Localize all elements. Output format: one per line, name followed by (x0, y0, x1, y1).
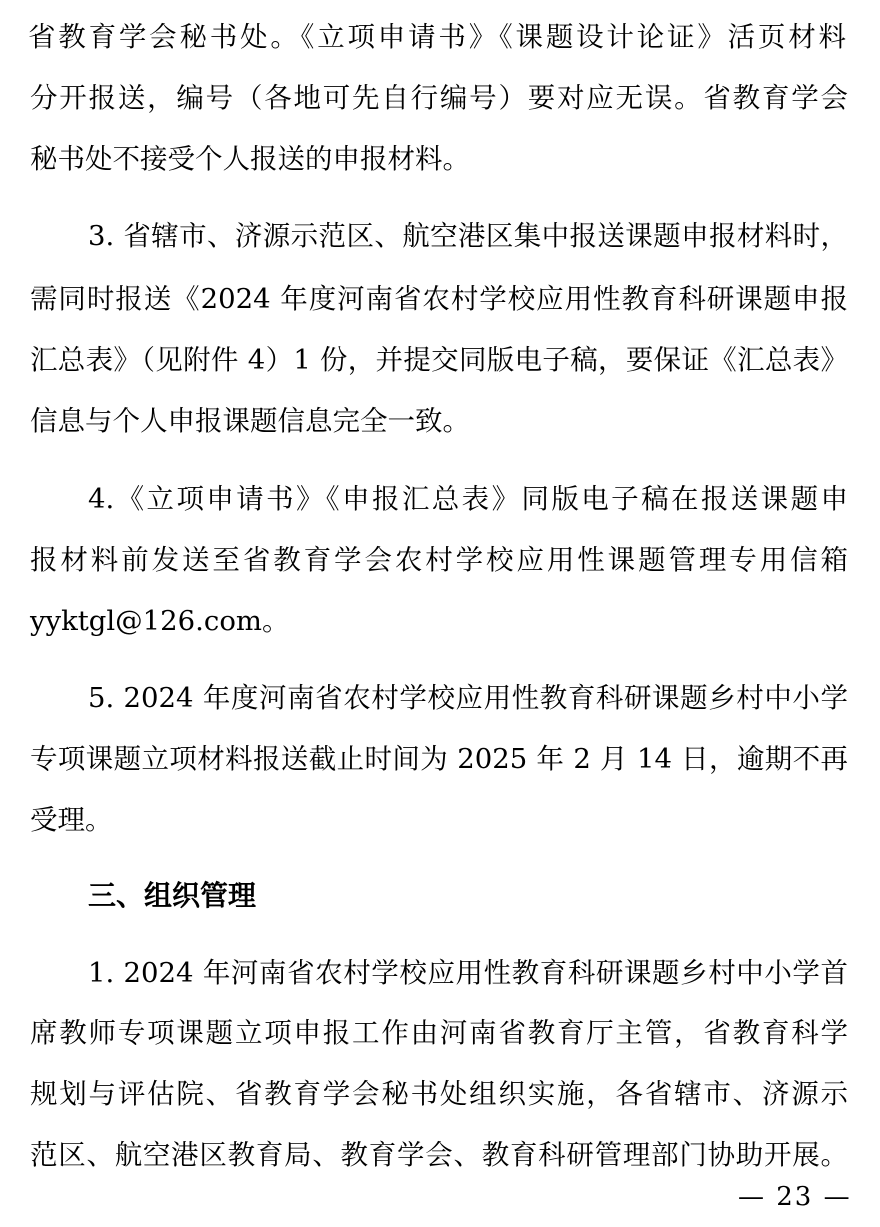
text-line: 分开报送，编号（各地可先自行编号）要对应无误。省教育学会 (30, 82, 848, 114)
text-line: 范区、航空港区教育局、教育学会、教育科研管理部门协助开展。 (30, 1139, 848, 1171)
page-number: — 23 — (738, 1182, 852, 1212)
text-line: 4.《立项申请书》《申报汇总表》同版电子稿在报送课题申 (88, 483, 848, 515)
section-heading: 三、组织管理 (88, 879, 257, 912)
text-line: 席教师专项课题立项申报工作由河南省教育厅主管，省教育科学 (30, 1017, 848, 1049)
text-line: 报材料前发送至省教育学会农村学校应用性课题管理专用信箱 (30, 544, 848, 576)
text-line: 3. 省辖市、济源示范区、航空港区集中报送课题申报材料时， (88, 220, 848, 252)
text-line: 秘书处不接受个人报送的申报材料。 (30, 143, 470, 175)
text-line: 规划与评估院、省教育学会秘书处组织实施，各省辖市、济源示 (30, 1078, 848, 1110)
text-line: 需同时报送《2024 年度河南省农村学校应用性教育科研课题申报 (30, 283, 848, 315)
text-line: 省教育学会秘书处。《立项申请书》《课题设计论证》活页材料 (28, 21, 846, 53)
text-line: 汇总表》（见附件 4）1 份，并提交同版电子稿，要保证《汇总表》 (30, 344, 848, 376)
text-line: 信息与个人申报课题信息完全一致。 (30, 405, 470, 437)
text-line: 专项课题立项材料报送截止时间为 2025 年 2 月 14 日，逾期不再 (30, 743, 848, 775)
text-line: 1. 2024 年河南省农村学校应用性教育科研课题乡村中小学首 (88, 957, 848, 989)
text-line: 5. 2024 年度河南省农村学校应用性教育科研课题乡村中小学 (88, 682, 848, 714)
text-line email: yyktgl@126.com。 (30, 605, 290, 637)
text-line: 受理。 (30, 804, 113, 836)
